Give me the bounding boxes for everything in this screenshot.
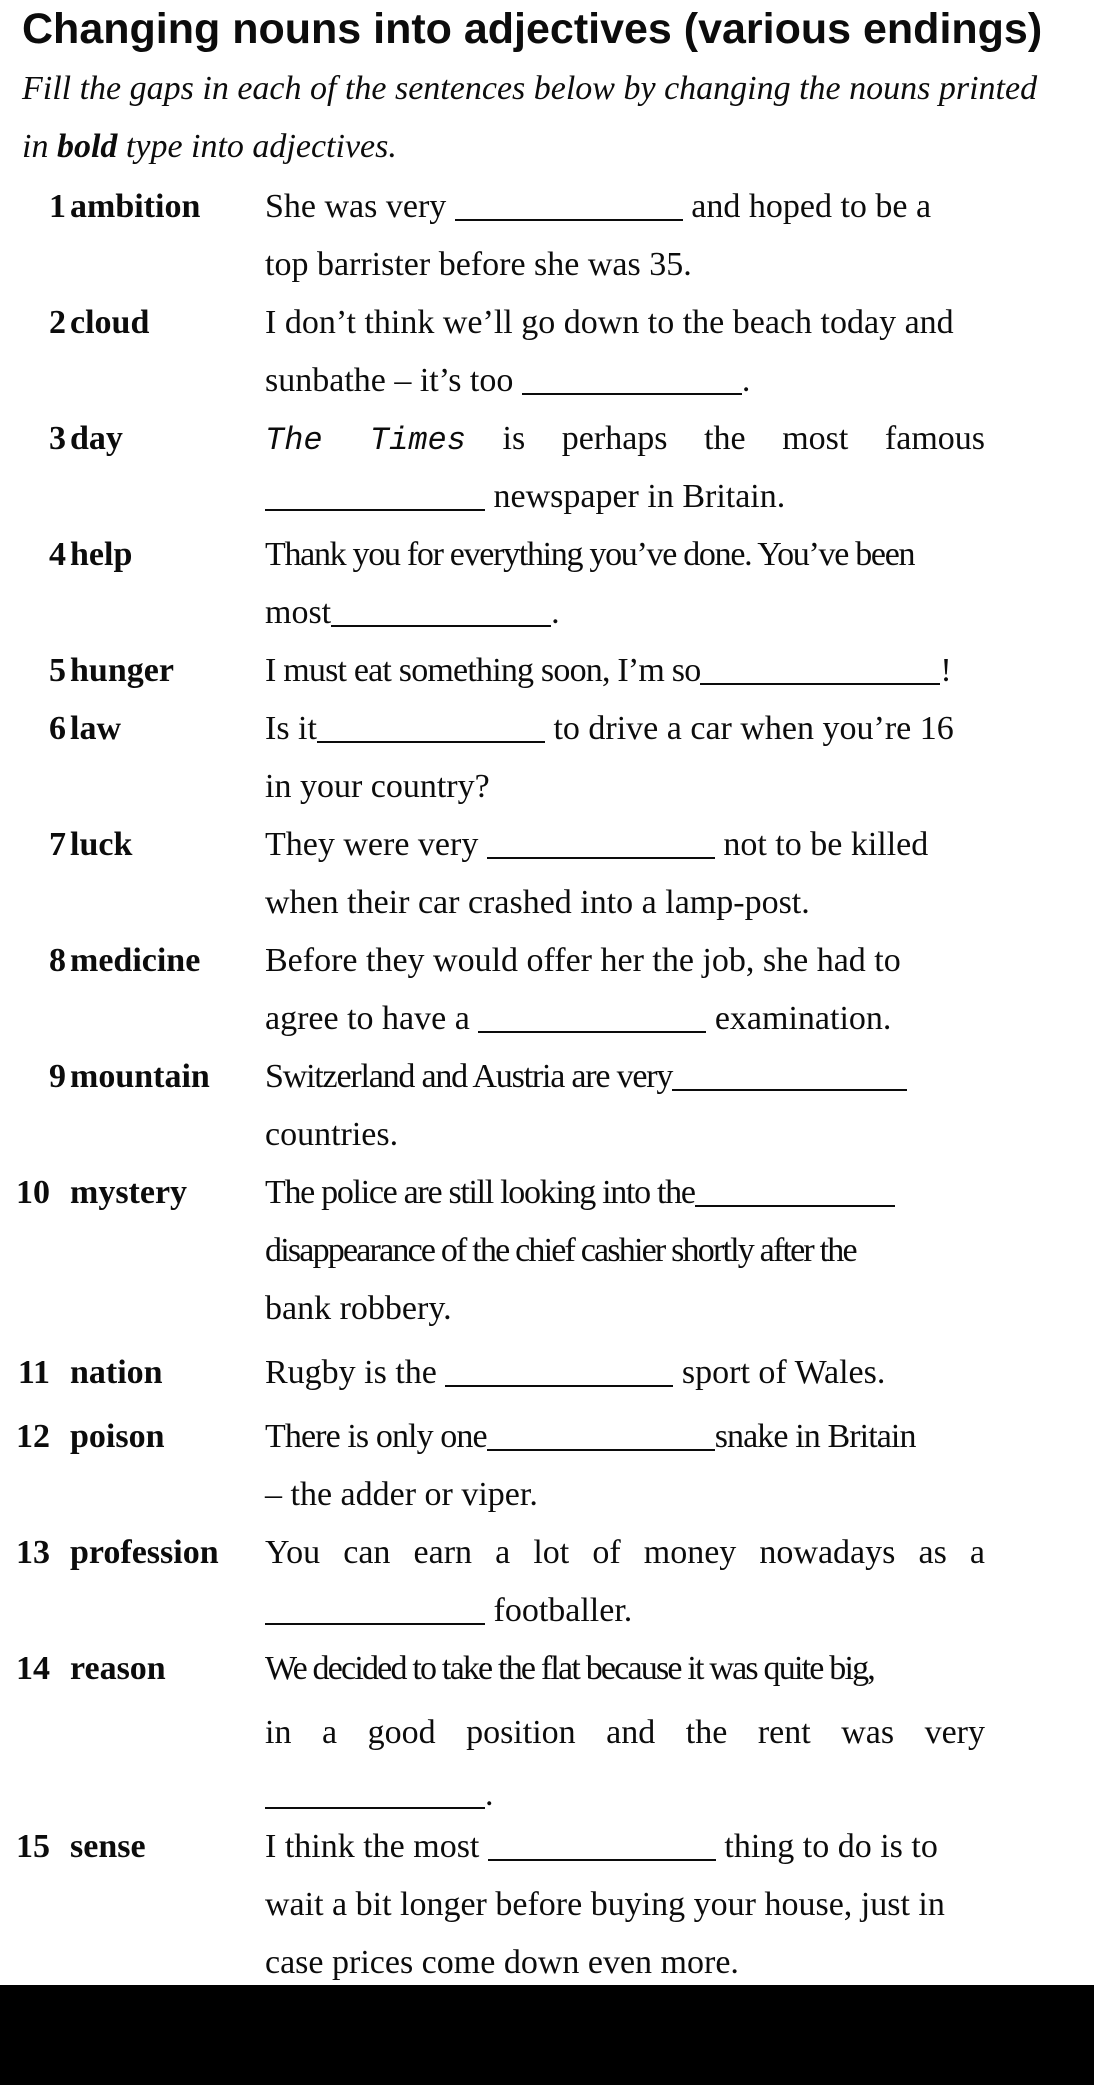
item-number: 6 (49, 710, 66, 747)
sentence-text: She was very (265, 188, 447, 225)
sentence-text: ! (940, 652, 951, 689)
item-sentence-line (265, 642, 985, 700)
item-noun: medicine (70, 942, 201, 979)
item-sentence-line (265, 816, 985, 874)
item-sentence-line (265, 1344, 985, 1402)
instructions-bold-word: bold (56, 128, 118, 165)
sentence-text: There is only one (265, 1418, 487, 1455)
item-sentence-line (265, 410, 985, 470)
sentence-text: Rugby is the (265, 1354, 437, 1391)
item-noun: ambition (70, 188, 201, 225)
item-number: 4 (49, 536, 66, 573)
item-sentence-line: Thank you for everything you’ve done. You’ve been (265, 536, 915, 573)
item-number: 11 (17, 1354, 50, 1391)
item-sentence-line: top barrister before she was 35. (265, 246, 692, 283)
item-noun: mystery (70, 1174, 188, 1211)
sentence-text: agree to have a (265, 1000, 470, 1037)
sentence-text: snake in Britain (714, 1418, 916, 1455)
newspaper-title: The Times (265, 422, 466, 459)
answer-blank[interactable] (445, 1351, 673, 1387)
item-number: 13 (16, 1534, 50, 1571)
answer-blank[interactable] (317, 707, 545, 743)
item-sentence-line: countries. (265, 1116, 399, 1153)
item-noun: reason (70, 1650, 166, 1687)
item-noun: nation (70, 1354, 163, 1391)
item-number: 2 (49, 304, 66, 341)
sentence-text: . (741, 362, 751, 399)
sentence-text: . (485, 1776, 494, 1813)
sentence-text: Is it (265, 710, 317, 747)
answer-blank[interactable] (487, 1415, 715, 1451)
item-sentence-line: case prices come down even more. (265, 1944, 739, 1981)
item-sentence-line: – the adder or viper. (265, 1476, 538, 1513)
item-sentence-line (265, 1766, 985, 1824)
item-sentence-line: wait a bit longer before buying your house, just in (265, 1886, 945, 1923)
item-sentence-line (265, 468, 985, 526)
answer-blank[interactable] (488, 1825, 716, 1861)
item-sentence-line (265, 990, 985, 1048)
item-sentence-line (265, 352, 985, 410)
answer-blank[interactable] (265, 1589, 485, 1625)
item-sentence-line: You can earn a lot of money nowadays as a (265, 1534, 985, 1571)
answer-blank[interactable] (331, 591, 551, 627)
item-noun: hunger (70, 652, 174, 689)
item-sentence-line (265, 584, 985, 642)
item-sentence-line (265, 178, 985, 236)
item-sentence-line (265, 1582, 985, 1640)
item-sentence-line: We decided to take the flat because it was quite big, (265, 1650, 874, 1687)
sentence-text: most (265, 594, 332, 631)
answer-blank[interactable] (672, 1055, 907, 1091)
answer-blank[interactable] (487, 823, 715, 859)
page-title: Changing nouns into adjectives (various endings) (22, 5, 1043, 53)
item-sentence-line (265, 700, 985, 758)
item-number: 14 (16, 1650, 50, 1687)
sentence-text: I think the most (265, 1828, 480, 1865)
instructions-text-end: type into adjectives. (117, 128, 397, 165)
item-noun: law (70, 710, 121, 747)
answer-blank[interactable] (265, 1773, 485, 1809)
answer-blank[interactable] (700, 649, 940, 685)
item-number: 1 (49, 188, 66, 225)
item-noun: day (70, 420, 123, 457)
item-number: 9 (49, 1058, 66, 1095)
sentence-text: not to be killed (723, 826, 929, 863)
sentence-text: footballer. (493, 1592, 633, 1629)
item-noun: poison (70, 1418, 165, 1455)
item-sentence-line: in a good position and the rent was very (265, 1714, 985, 1751)
sentence-text: sunbathe – it’s too (265, 362, 514, 399)
answer-blank[interactable] (695, 1171, 895, 1207)
sentence-text: thing to do is to (724, 1828, 938, 1865)
sentence-text: . (551, 594, 560, 631)
item-number: 5 (49, 652, 66, 689)
item-sentence-line (265, 1164, 985, 1222)
sentence-text: They were very (265, 826, 479, 863)
item-number: 8 (49, 942, 66, 979)
item-noun: mountain (70, 1058, 210, 1095)
sentence-text: sport of Wales. (681, 1354, 886, 1391)
sentence-text: examination. (714, 1000, 892, 1037)
item-noun: luck (70, 826, 133, 863)
sentence-text: newspaper in Britain. (493, 478, 786, 515)
item-noun: sense (70, 1828, 146, 1865)
sentence-text: I must eat something soon, I’m so (265, 652, 701, 689)
item-sentence-line (265, 1408, 985, 1466)
answer-blank[interactable] (522, 359, 742, 395)
answer-blank[interactable] (478, 997, 706, 1033)
answer-blank[interactable] (455, 185, 683, 221)
sentence-text: and hoped to be a (691, 188, 932, 225)
item-sentence-line: in your country? (265, 768, 490, 805)
item-number: 15 (16, 1828, 50, 1865)
item-sentence-line: I don’t think we’ll go down to the beach today and (265, 304, 954, 341)
item-sentence-line: bank robbery. (265, 1290, 452, 1327)
item-number: 10 (16, 1174, 50, 1211)
item-number: 3 (49, 420, 66, 457)
item-sentence-line: when their car crashed into a lamp-post. (265, 884, 810, 921)
item-sentence-line (265, 1818, 985, 1876)
instructions-text-start: Fill the gaps in each of the sentences below by changing the nouns printed in (22, 70, 1038, 165)
item-number: 7 (49, 826, 66, 863)
item-noun: profession (70, 1534, 219, 1571)
sentence-text: is perhaps the most famous (502, 420, 986, 457)
sentence-text: The police are still looking into the (265, 1174, 695, 1211)
item-sentence-line: disappearance of the chief cashier shortly after the (265, 1232, 856, 1269)
answer-blank[interactable] (265, 475, 485, 511)
sentence-text: Switzerland and Austria are very (265, 1058, 673, 1095)
instructions (22, 60, 1062, 176)
item-noun: help (70, 536, 133, 573)
item-noun: cloud (70, 304, 150, 341)
item-number: 12 (16, 1418, 50, 1455)
item-sentence-line (265, 1048, 985, 1106)
item-sentence-line: Before they would offer her the job, she had to (265, 942, 901, 979)
sentence-text: to drive a car when you’re 16 (553, 710, 954, 747)
